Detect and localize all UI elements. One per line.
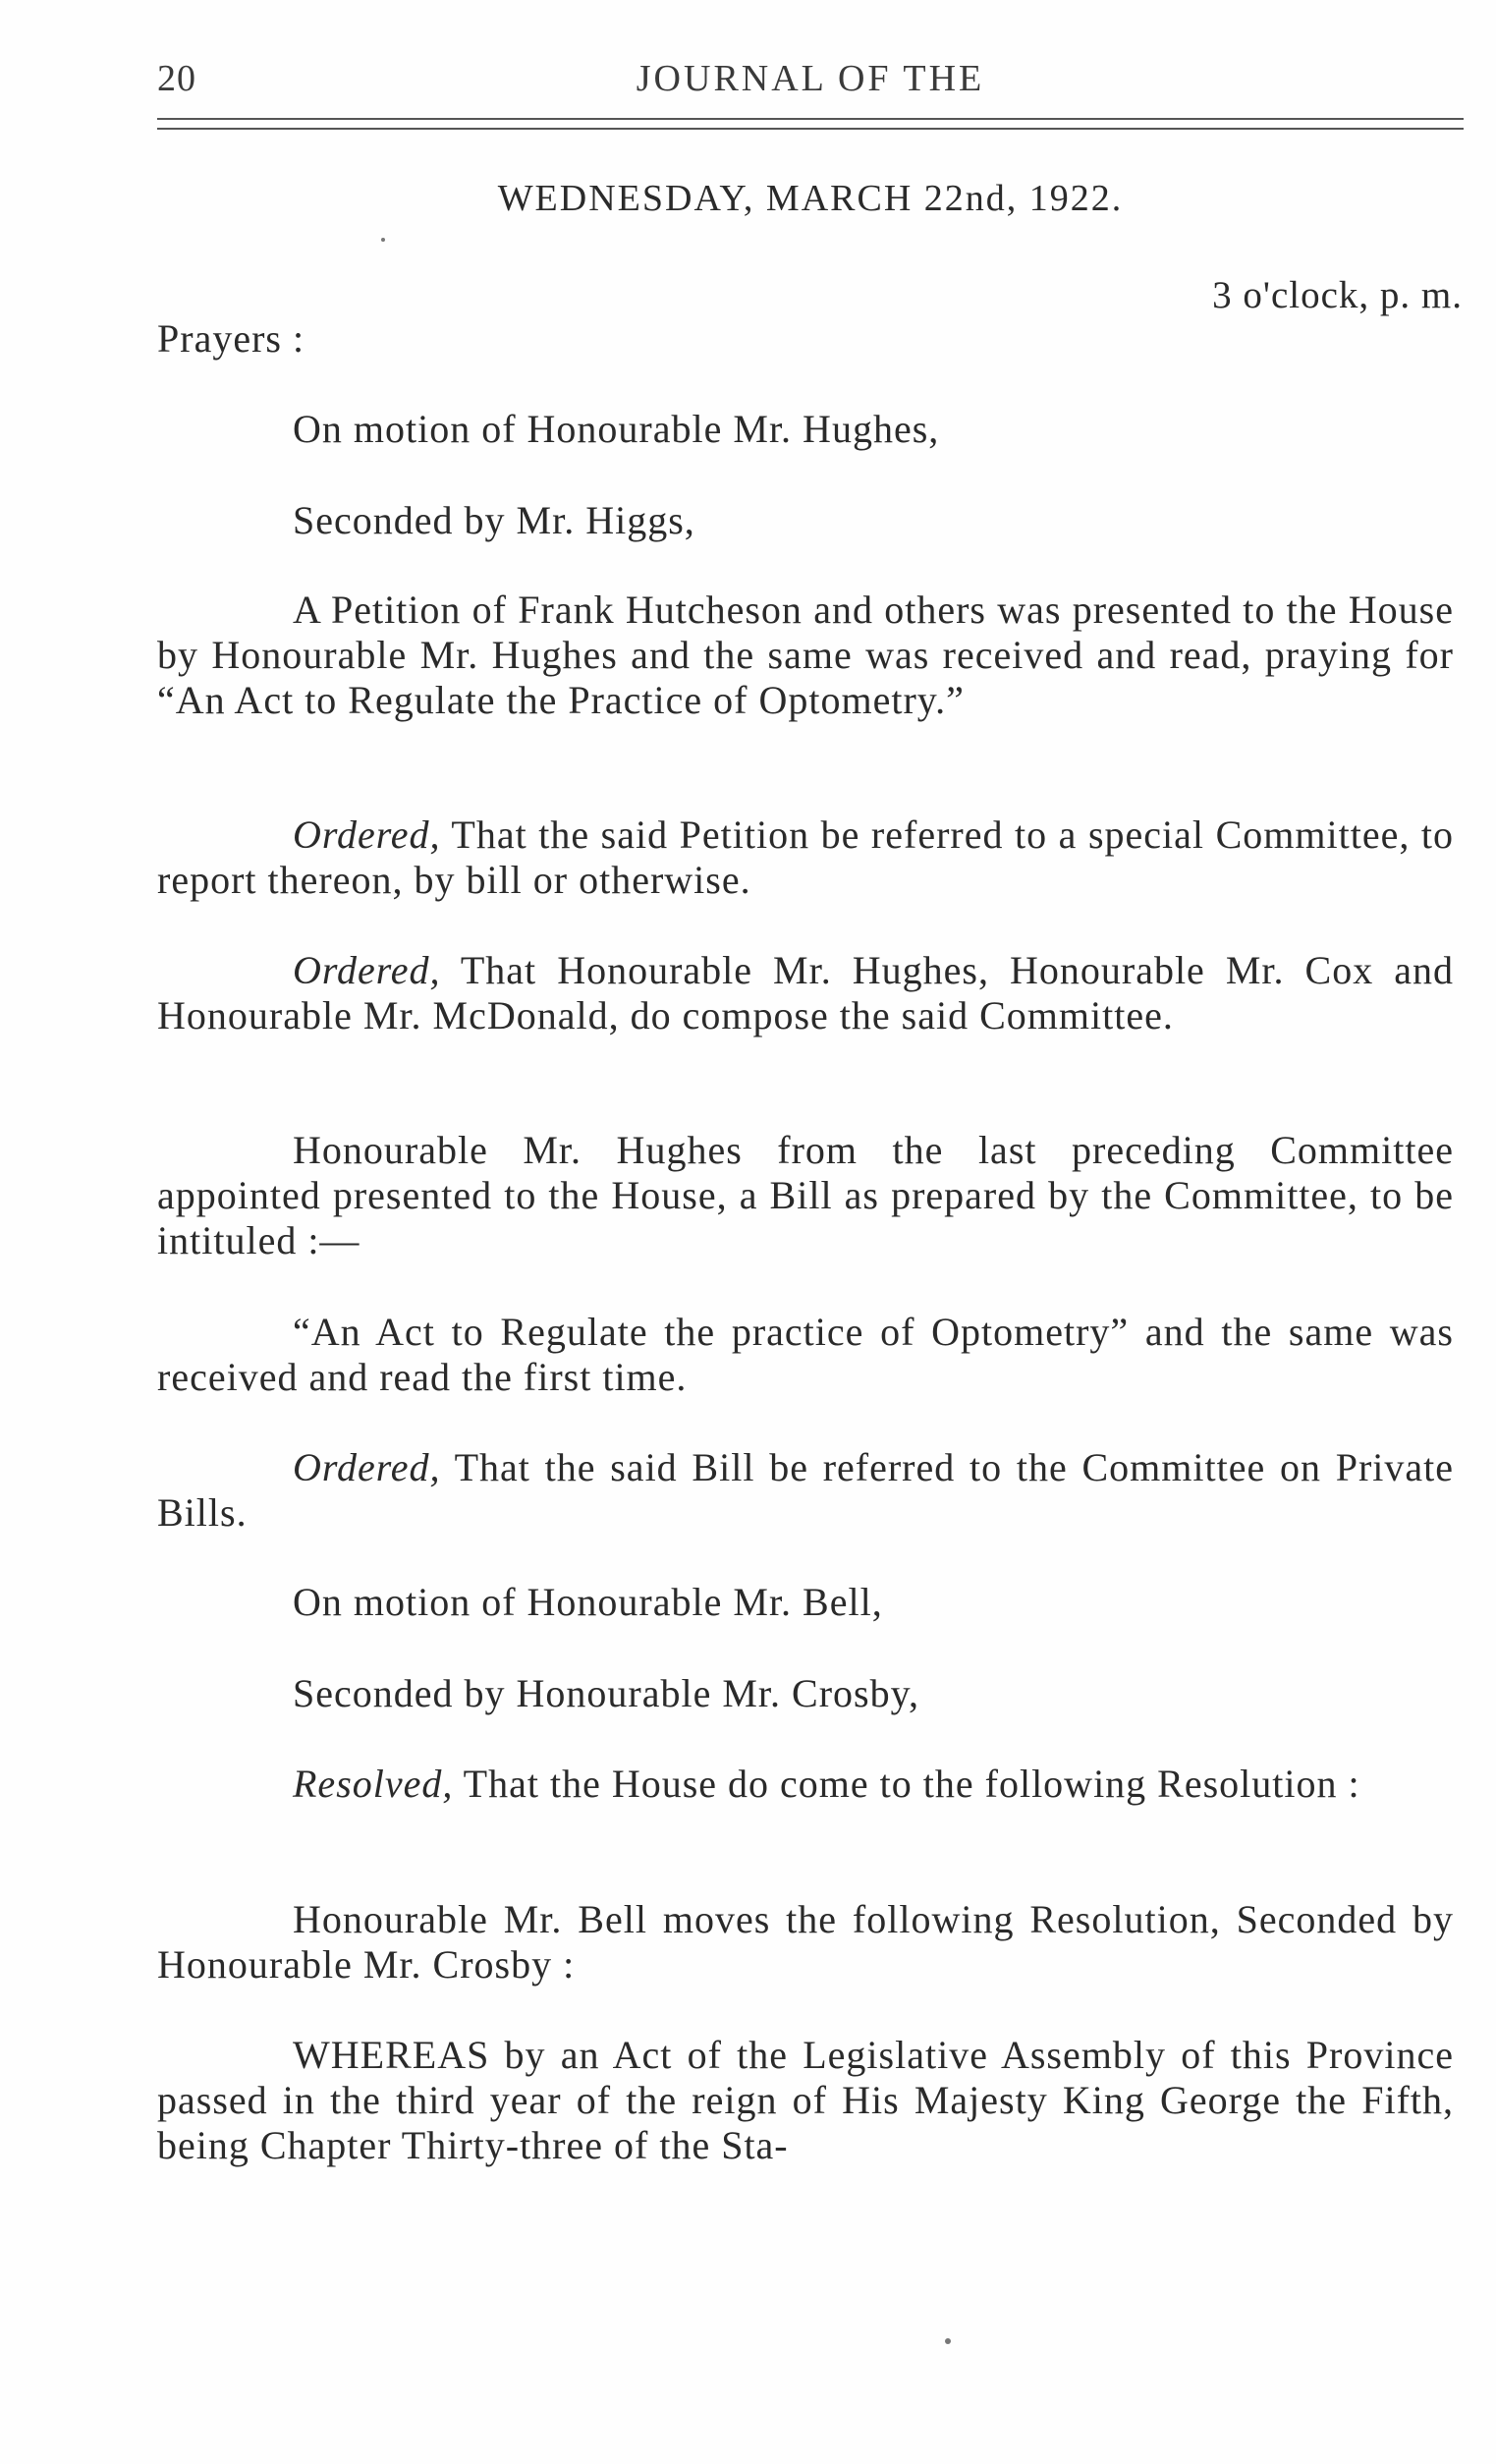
- page-header: [157, 49, 1464, 108]
- sitting-time: 3 o'clock, p. m.: [1212, 274, 1463, 316]
- ordered-label: Ordered,: [293, 812, 441, 857]
- paper-speck: [945, 2338, 951, 2344]
- header-rule-bottom: [157, 128, 1464, 130]
- ordered-label: Ordered,: [293, 948, 441, 992]
- resolved-label: Resolved,: [293, 1762, 454, 1806]
- seconded-crosby: Seconded by Honourable Mr. Crosby,: [293, 1671, 919, 1715]
- motion-bell: On motion of Honourable Mr. Bell,: [293, 1580, 883, 1624]
- whereas-paragraph: WHEREAS by an Act of the Legislative Assembly of this Province passed in the third year of the reign of His Majesty King George the Fifth, being Chapter Thirty-three of the Sta-: [157, 2033, 1454, 2167]
- motion-hughes: On motion of Honourable Mr. Hughes,: [293, 407, 940, 451]
- petition-paragraph: A Petition of Frank Hutcheson and others was presented to the House by Honourable Mr. Hughes and the same was received and read, praying for “An Act to Regulate the Practice of Optometry.”: [157, 588, 1454, 722]
- ordered-private-bills: [157, 1445, 1454, 1536]
- ordered-text: That Honourable Mr. Hughes, Honourable Mr. Cox and Honourable Mr. McDonald, do compose the said Committee.: [157, 948, 1454, 1037]
- paper-speck: [381, 238, 385, 242]
- ordered-text: That the said Petition be referred to a special Committee, to report thereon, by bill or otherwise.: [157, 812, 1454, 902]
- sitting-date: WEDNESDAY, MARCH 22nd, 1922.: [497, 178, 1124, 219]
- ordered-committee-composition: [157, 948, 1454, 1038]
- running-head: JOURNAL OF THE: [636, 58, 985, 99]
- committee-report-paragraph: Honourable Mr. Hughes from the last preceding Committee appointed presented to the House, a Bill as prepared by the Committee, to be intituled :—: [157, 1128, 1454, 1262]
- bill-title-paragraph: “An Act to Regulate the practice of Optometry” and the same was received and read the first time.: [157, 1310, 1454, 1399]
- header-rule-top: [157, 118, 1464, 120]
- page-number: 20: [157, 58, 196, 99]
- resolution-move-paragraph: Honourable Mr. Bell moves the following Resolution, Seconded by Honourable Mr. Crosby :: [157, 1897, 1454, 1987]
- ordered-petition-referred: [157, 812, 1454, 903]
- prayers-line: Prayers :: [157, 316, 305, 361]
- ordered-text: That the said Bill be referred to the Committee on Private Bills.: [157, 1445, 1454, 1535]
- ordered-label: Ordered,: [293, 1445, 441, 1489]
- resolved-text: That the House do come to the following Resolution :: [453, 1762, 1360, 1806]
- resolved-paragraph: [157, 1762, 1454, 1807]
- seconded-higgs: Seconded by Mr. Higgs,: [293, 498, 695, 542]
